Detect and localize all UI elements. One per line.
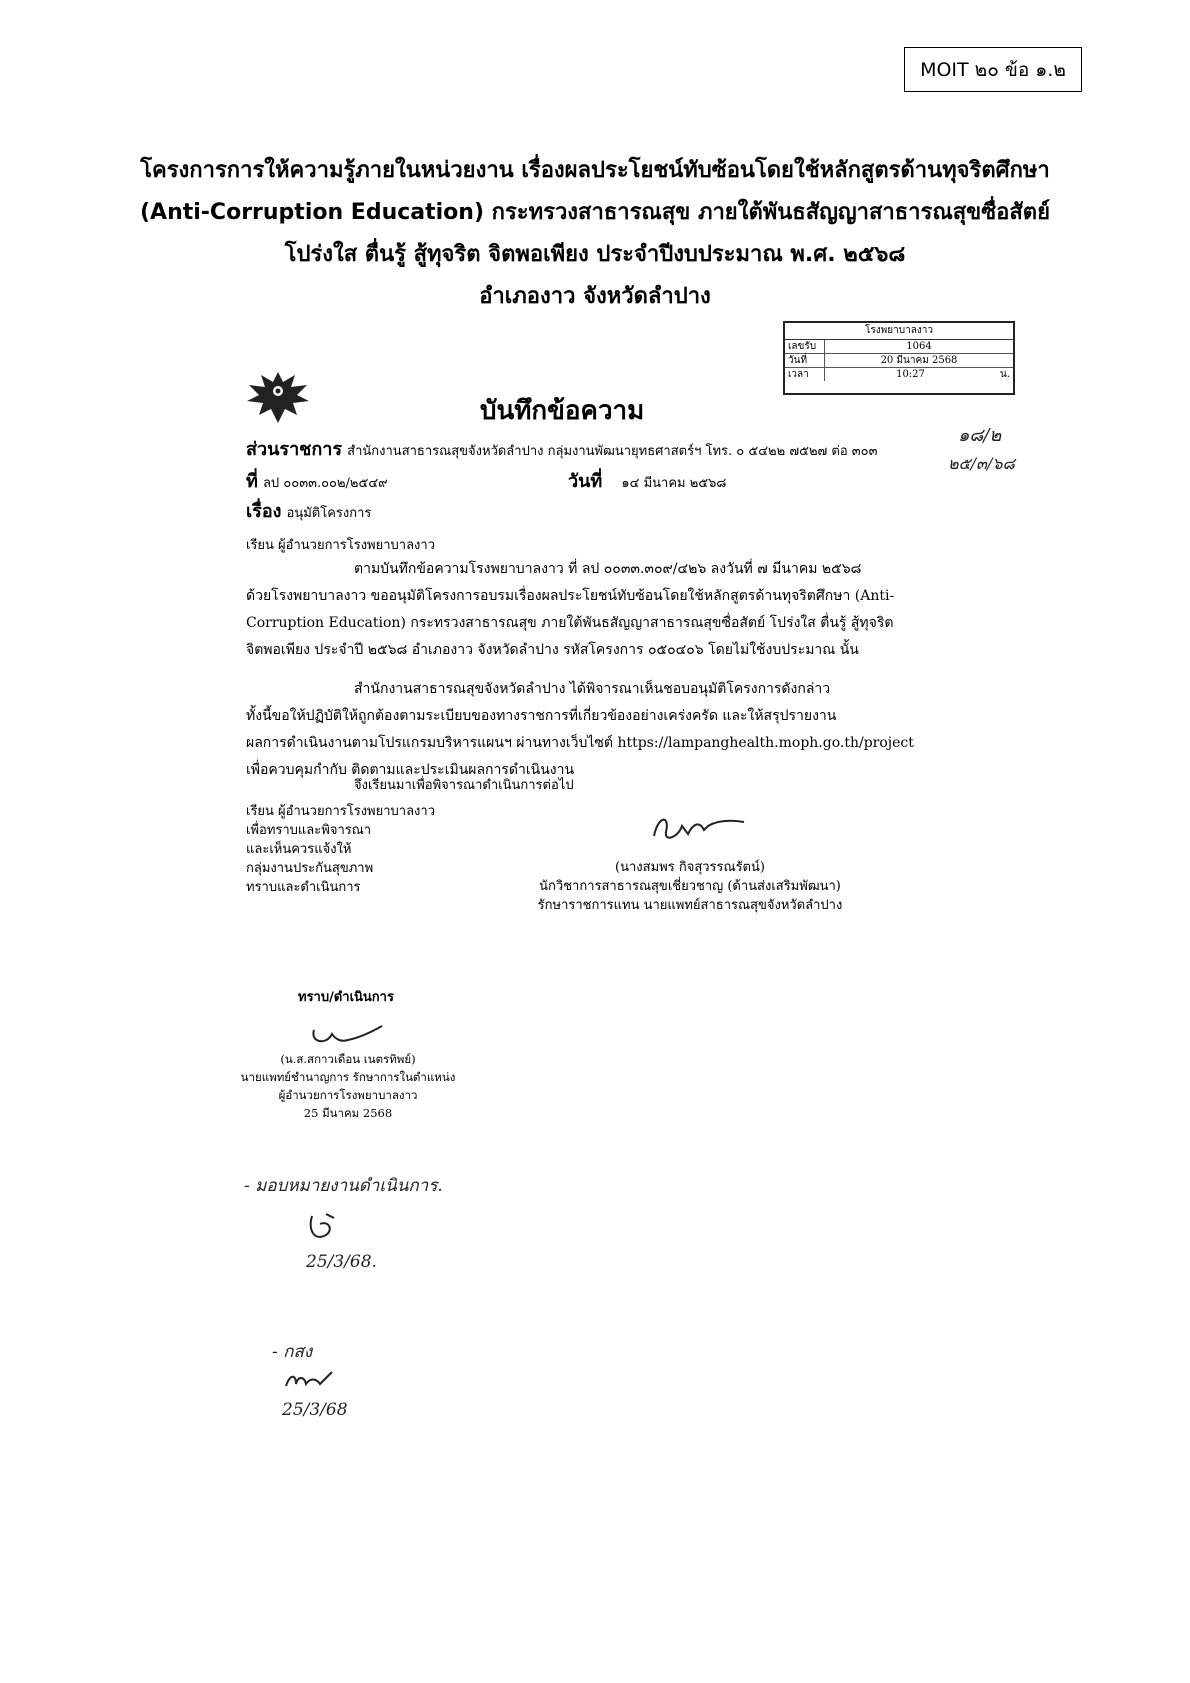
title-line: (Anti-Corruption Education) กระทรวงสาธารณสุข ภายใต้พันธสัญญาสาธารณสุขซื่อสัตย์	[140, 200, 1050, 225]
margin-note-1: ๑๘/๒	[958, 425, 1002, 446]
director-date: 25 มีนาคม 2568	[303, 1106, 393, 1120]
stamp-date-value: 20 มีนาคม 2568	[880, 355, 958, 366]
handwritten-initial-1	[304, 1210, 344, 1246]
ref-label: ที่	[246, 471, 258, 492]
closing-line: จึงเรียนมาเพื่อพิจารณาดำเนินการต่อไป	[354, 778, 574, 793]
ref-line	[246, 466, 388, 495]
stamp-time-label: เวลา	[785, 368, 825, 381]
handwritten-date-1: 25/3/68.	[306, 1252, 377, 1272]
forward-line: เรียน ผู้อำนวยการโรงพยาบาลงาว	[246, 804, 436, 819]
margin-note-2: ๒๕/๓/๖๘	[948, 454, 1015, 473]
title-line: โปร่งใส ตื่นรู้ สู้ทุจริต จิตพอเพียง ประจำปีงบประมาณ พ.ศ. ๒๕๖๘	[284, 242, 906, 267]
subject-label: เรื่อง	[246, 501, 282, 522]
stamp-org: โรงพยาบาลงาว	[785, 323, 1013, 340]
stamp-time-value: 10:27	[896, 369, 925, 380]
stamp-date-label: วันที่	[785, 354, 825, 367]
division-line	[246, 434, 878, 463]
date-line	[568, 466, 726, 495]
paragraph-line: ด้วยโรงพยาบาลงาว ขออนุมัติโครงการอบรมเรื่องผลประโยชน์ทับซ้อนโดยใช้หลักสูตรด้านทุจริตศึกษา (Anti-	[246, 588, 895, 604]
ref-value: ลป ๐๐๓๓.๐๐๒/๒๕๔๙	[262, 476, 388, 491]
handwritten-note-2: - กสง	[272, 1342, 313, 1362]
paragraph-line: เพื่อควบคุมกำกับ ติดตามและประเมินผลการดำเนินงาน	[246, 762, 575, 778]
title-line: โครงการการให้ความรู้ภายในหน่วยงาน เรื่องผลประโยชน์ทับซ้อนโดยใช้หลักสูตรด้านทุจริตศึกษา	[140, 158, 1050, 183]
date-label: วันที่	[568, 471, 603, 492]
garuda-emblem-icon	[243, 367, 313, 427]
division-value: สำนักงานสาธารณสุขจังหวัดลำปาง กลุ่มงานพัฒนายุทธศาสตร์ฯ โทร. ๐ ๕๔๒๒ ๗๕๒๗ ต่อ ๓๐๓	[347, 444, 878, 459]
subject-line	[246, 496, 371, 525]
signer-block	[500, 858, 880, 915]
signer-acting: รักษาราชการแทน นายแพทย์สาธารณสุขจังหวัดลำปาง	[537, 898, 843, 913]
paragraph-1	[246, 556, 954, 664]
director-position: ผู้อำนวยการโรงพยาบาลงาว	[278, 1088, 418, 1102]
forward-line: ทราบและดำเนินการ	[246, 880, 361, 895]
stamp-no-label: เลขรับ	[785, 340, 825, 353]
handwritten-note-1: - มอบหมายงานดำเนินการ.	[244, 1176, 443, 1196]
memo-to: เรียน ผู้อำนวยการโรงพยาบาลงาว	[246, 538, 436, 553]
handwritten-date-2: 25/3/68	[282, 1400, 348, 1420]
signature-scribble	[648, 808, 748, 848]
reference-tag: MOIT ๒๐ ข้อ ๑.๒	[904, 47, 1082, 92]
paragraph-line: ตามบันทึกข้อความโรงพยาบาลงาว ที่ ลป ๐๐๓๓.๓๐๙/๔๒๖ ลงวันที่ ๗ มีนาคม ๒๕๖๘	[354, 561, 862, 577]
receipt-stamp	[783, 321, 1015, 395]
director-block	[218, 1050, 478, 1122]
signer-title: นักวิชาการสาธารณสุขเชี่ยวชาญ (ด้านส่งเสริมพัฒนา)	[539, 879, 841, 894]
document-title	[60, 150, 1130, 318]
director-action: ทราบ/ดำเนินการ	[298, 990, 394, 1005]
signer-name: (นางสมพร กิจสุวรรณรัตน์)	[615, 860, 765, 875]
forward-line: เพื่อทราบและพิจารณา	[246, 823, 372, 838]
date-value: ๑๔ มีนาคม ๒๕๖๘	[621, 476, 727, 491]
memo-heading: บันทึกข้อความ	[480, 396, 645, 426]
paragraph-line: ทั้งนี้ขอให้ปฏิบัติให้ถูกต้องตามระเบียบของทางราชการที่เกี่ยวข้องอย่างเคร่งครัด และให้สรุปรายงาน	[246, 708, 837, 724]
division-label: ส่วนราชการ	[246, 439, 343, 460]
subject-value: อนุมัติโครงการ	[286, 506, 372, 521]
stamp-time-suffix: น.	[999, 369, 1010, 380]
title-line: อำเภองาว จังหวัดลำปาง	[479, 284, 711, 309]
director-signature-scribble	[308, 1020, 388, 1050]
director-name: (น.ส.สกาวเดือน เนตรทิพย์)	[280, 1052, 416, 1066]
forward-line: และเห็นควรแจ้งให้	[246, 842, 352, 857]
director-title: นายแพทย์ชำนาญการ รักษาการในตำแหน่ง	[240, 1070, 456, 1084]
paragraph-line: ผลการดำเนินงานตามโปรแกรมบริหารแผนฯ ผ่านทางเว็บไซต์ https://lampanghealth.moph.go.th/project	[246, 735, 914, 751]
forward-note	[246, 802, 435, 897]
paragraph-line: สำนักงานสาธารณสุขจังหวัดลำปาง ได้พิจารณาเห็นชอบอนุมัติโครงการดังกล่าว	[354, 681, 831, 697]
forward-line: กลุ่มงานประกันสุขภาพ	[246, 861, 374, 876]
handwritten-initial-2	[282, 1368, 334, 1396]
paragraph-line: Corruption Education) กระทรวงสาธารณสุข ภายใต้พันธสัญญาสาธารณสุขซื่อสัตย์ โปร่งใส ตื่นรู้ สู้ทุจริต	[246, 615, 894, 631]
stamp-no-value: 1064	[906, 341, 932, 352]
paragraph-2	[246, 676, 954, 784]
paragraph-line: จิตพอเพียง ประจำปี ๒๕๖๘ อำเภองาว จังหวัดลำปาง รหัสโครงการ ๐๕๐๔๐๖ โดยไม่ใช้งบประมาณ นั้น	[246, 642, 859, 658]
